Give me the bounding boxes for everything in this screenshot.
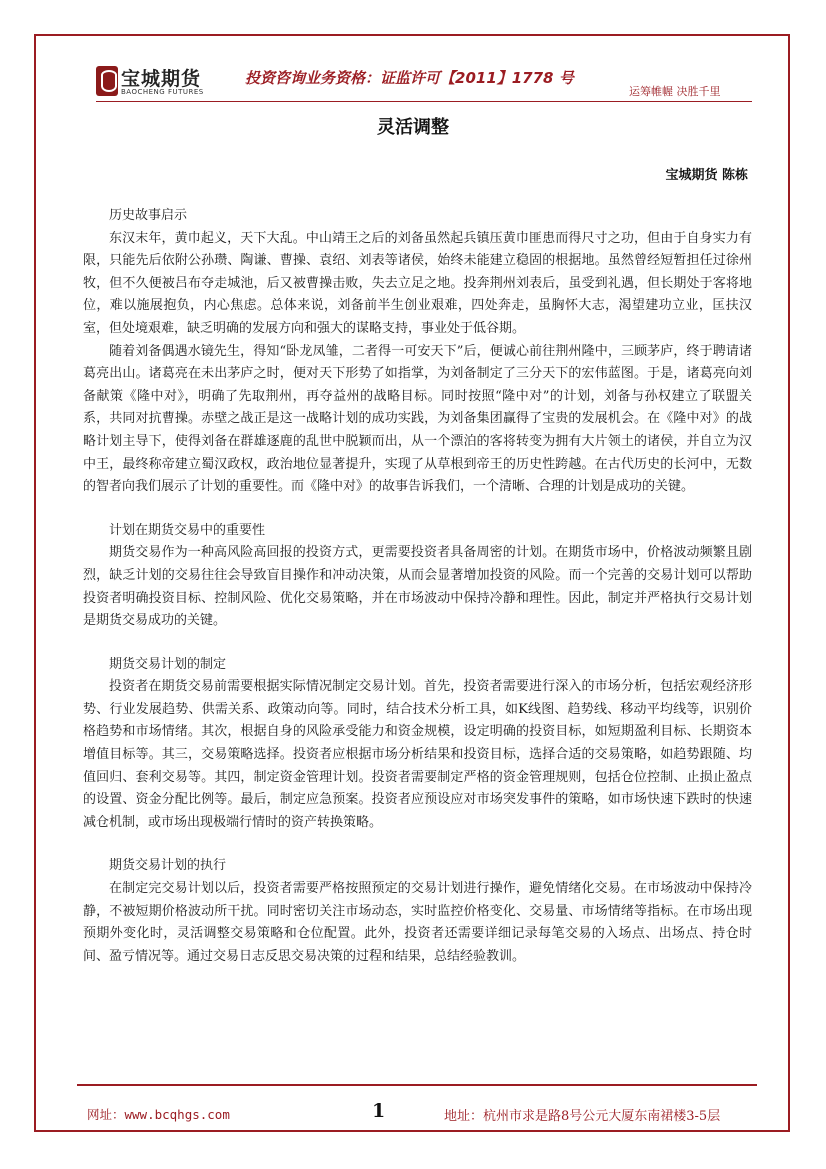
section-spacer bbox=[83, 633, 752, 654]
author-byline: 宝城期货 陈栋 bbox=[665, 168, 748, 183]
section-spacer bbox=[83, 499, 752, 520]
section-spacer bbox=[83, 834, 752, 855]
paragraph: 期货交易作为一种高风险高回报的投资方式，更需要投资者具备周密的计划。在期货市场中，价格波动频繁且剧烈，缺乏计划的交易往往会导致盲目操作和冲动决策，从而会显著增加投资的风险。而一个完善的交易计划可以帮助投资者明确投资目标、控制风险、优化交易策略，并在市场波动中保持冷静和理性。因此，制定并严格执行交易计划是期货交易成功的关键。 bbox=[83, 545, 752, 629]
section-planning bbox=[83, 654, 752, 835]
paragraph: 投资者在期货交易前需要根据实际情况制定交易计划。首先，投资者需要进行深入的市场分析，包括宏观经济形势、行业发展趋势、供需关系、政策动向等。同时，结合技术分析工具，如K线图、趋势线、移动平均线等，识别价格趋势和市场情绪。其次，根据自身的风险承受能力和资金规模，设定明确的投资目标，如短期盈利目标、长期资本增值目标等。其三，交易策略选择。投资者应根据市场分析结果和投资目标，选择合适的交易策略，如趋势跟随、均值回归、套利交易等。其四，制定资金管理计划。投资者需要制定严格的资金管理规则，包括仓位控制、止损止盈点的设置、资金分配比例等。最后，制定应急预案。投资者应预设应对市场突发事件的策略，如市场快速下跌时的快速减仓机制，或市场出现极端行情时的资产转换策略。 bbox=[83, 679, 752, 830]
header-slogan: 运筹帷幄 决胜千里 bbox=[629, 85, 721, 98]
section-heading: 期货交易计划的制定 bbox=[109, 656, 227, 672]
paragraph: 东汉末年，黄巾起义，天下大乱。中山靖王之后的刘备虽然起兵镇压黄巾匪患而得尺寸之功，但由于自身实力有限，只能先后依附公孙瓒、陶谦、曹操、袁绍、刘表等诸侯，始终未能建立稳固的根据地。虽然曾经短暂担任过徐州牧，但不久便被吕布夺走城池，后又被曹操击败，失去立足之地。投奔荆州刘表后，虽受到礼遇，但长期处于客将地位，难以施展抱负，内心焦虑。总体来说，刘备前半生创业艰难，四处奔走，虽胸怀大志，渴望建功立业，匡扶汉室，但处境艰难，缺乏明确的发展方向和强大的谋略支持，事业处于低谷期。 bbox=[83, 230, 752, 336]
footer-address: 地址：杭州市求是路8号公元大厦东南裙楼3-5层 bbox=[444, 1109, 721, 1124]
header-title: 投资咨询业务资格：证监许可【2011】1778 号 bbox=[245, 69, 574, 87]
header-divider bbox=[96, 101, 752, 102]
logo-emblem-icon bbox=[96, 66, 118, 96]
section-execution bbox=[83, 855, 752, 968]
section-heading: 期货交易计划的执行 bbox=[109, 858, 227, 874]
section-heading: 计划在期货交易中的重要性 bbox=[109, 522, 266, 538]
document-title: 灵活调整 bbox=[377, 117, 449, 138]
paragraph: 在制定完交易计划以后，投资者需要严格按照预定的交易计划进行操作，避免情绪化交易。在市场波动中保持冷静，不被短期价格波动所干扰。同时密切关注市场动态，实时监控价格变化、交易量、市场情绪等指标。在市场出现预期外变化时，灵活调整交易策略和仓位配置。此外，投资者还需要详细记录每笔交易的入场点、出场点、持仓时间、盈亏情况等。通过交易日志反思交易决策的过程和结果，总结经验教训。 bbox=[83, 881, 752, 964]
logo-subtext: BAOCHENG FUTURES bbox=[121, 88, 204, 96]
footer-website: 网址：www.bcqhgs.com bbox=[87, 1107, 230, 1122]
footer-divider bbox=[77, 1084, 757, 1086]
logo-text: 宝城期货 bbox=[121, 68, 202, 90]
section-history bbox=[83, 205, 752, 499]
company-logo bbox=[96, 64, 204, 102]
page-number: 1 bbox=[372, 1100, 386, 1122]
article-body bbox=[83, 205, 752, 968]
paragraph: 随着刘备偶遇水镜先生，得知“卧龙凤雏，二者得一可安天下”后，便诚心前往荆州隆中，三顾茅庐，终于聘请诸葛亮出山。诸葛亮在未出茅庐之时，便对天下形势了如指掌，为刘备制定了三分天下的宏伟蓝图。于是，诸葛亮向刘备献策《隆中对》，明确了先取荆州，再夺益州的战略目标。同时按照“隆中对”的计划，刘备与孙权建立了联盟关系，共同对抗曹操。赤壁之战正是这一战略计划的成功实践，为刘备集团赢得了宝贵的发展机会。在《隆中对》的战略计划主导下，使得刘备在群雄逐鹿的乱世中脱颖而出，从一个漂泊的客将转变为拥有大片领土的诸侯，并自立为汉中王，最终称帝建立蜀汉政权，政治地位显著提升，实现了从草根到帝王的历史性跨越。在古代历史的长河中，无数的智者向我们展示了计划的重要性。而《隆中对》的故事告诉我们，一个清晰、合理的计划是成功的关键。 bbox=[83, 343, 752, 495]
section-heading: 历史故事启示 bbox=[109, 208, 188, 223]
section-importance bbox=[83, 520, 752, 633]
